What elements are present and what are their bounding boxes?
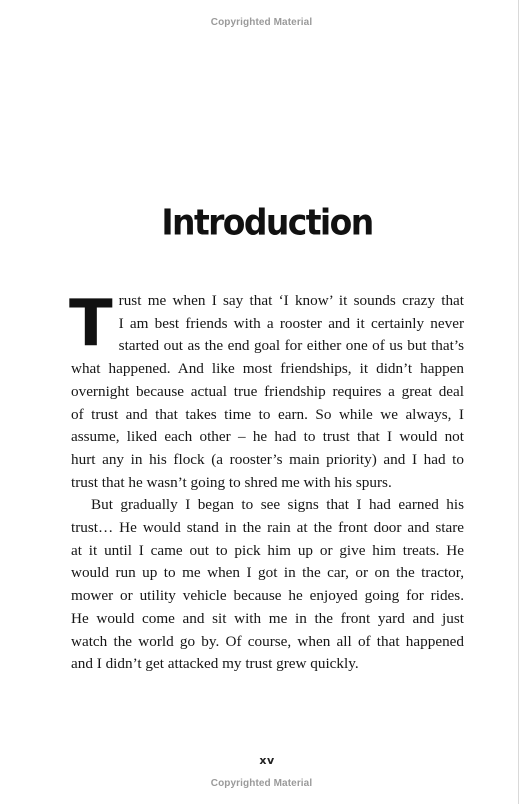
paragraph-1-line: started out as the end goal for either one of us but that’s <box>118 337 464 355</box>
drop-cap: T <box>69 287 113 361</box>
paragraph-1-line: I am best friends with a rooster and it certainly never <box>118 314 464 332</box>
paragraph-2-line: mower or utility vehicle because he enjoyed going for rides. <box>71 587 464 605</box>
page-number: xv <box>259 754 275 767</box>
paragraph-1-line: what happened. And like most friendships, it didn’t happen <box>71 360 464 378</box>
paragraph-2-line: He would come and sit with me in the front yard and just <box>71 609 464 627</box>
chapter-body <box>69 287 464 676</box>
paragraph-2-line: But gradually I began to see signs that I had earned his <box>91 496 464 514</box>
paragraph-2-line: trust… He would stand in the rain at the front door and stare <box>71 519 464 537</box>
paragraph-1-line: hurt any in his flock (a rooster’s main priority) and I had to <box>71 450 464 468</box>
paragraph-1-line: of trust and that takes time to earn. So while we always, I <box>71 405 464 423</box>
copyright-watermark-bottom: Copyrighted Material <box>210 778 313 789</box>
paragraph-2-line: and I didn’t get attacked my trust grew quickly. <box>71 655 359 673</box>
paragraph-1-line: overnight because actual true friendship requires a great deal <box>71 382 464 400</box>
copyright-watermark-top: Copyrighted Material <box>210 17 313 28</box>
paragraph-2-line: would run up to me when I got in the car, or on the tractor, <box>71 564 464 582</box>
paragraph-2-line: watch the world go by. Of course, when all of that happened <box>71 632 464 650</box>
paragraph-2 <box>71 494 464 676</box>
paragraph-1-line: trust that he wasn’t going to shred me with his spurs. <box>71 473 392 491</box>
chapter-title: Introduction <box>161 201 373 244</box>
paragraph-1 <box>69 287 464 494</box>
paragraph-1-line: assume, liked each other – he had to trust that I would not <box>71 428 464 446</box>
paragraph-1-line: rust me when I say that ‘I know’ it sounds crazy that <box>118 292 464 309</box>
paragraph-2-line: at it until I came out to pick him up or give him treats. He <box>71 541 464 559</box>
